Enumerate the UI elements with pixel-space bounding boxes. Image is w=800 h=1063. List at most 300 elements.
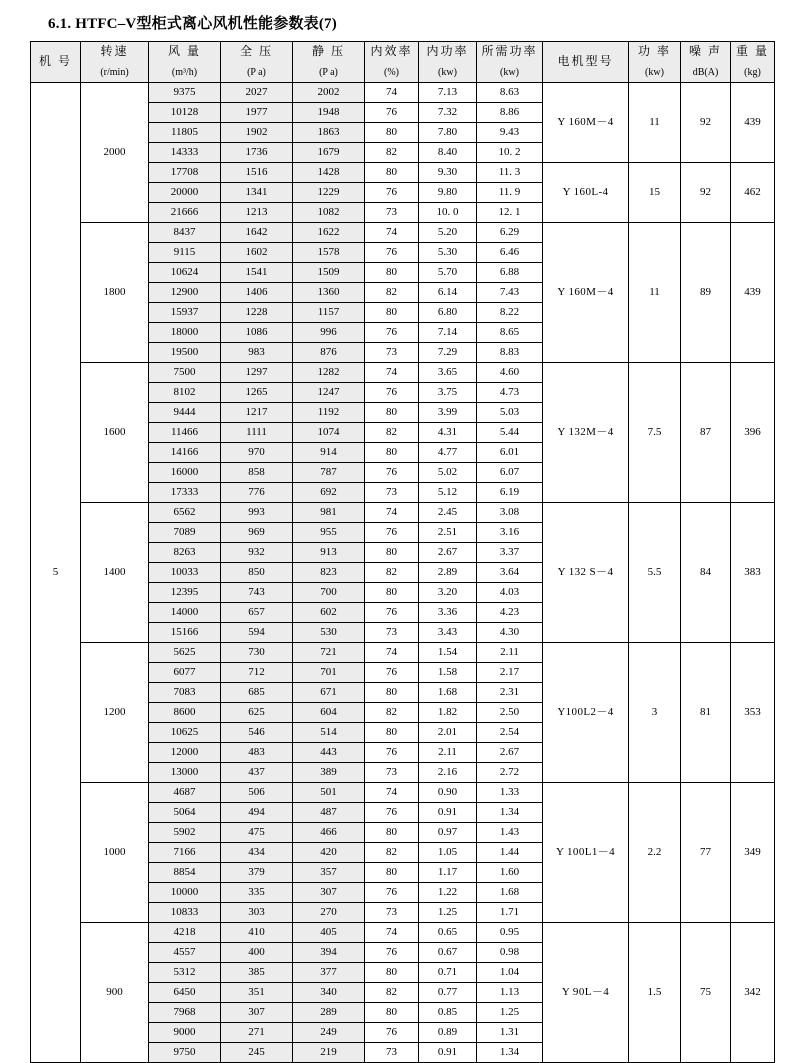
cell-internal-power: 1.17 — [419, 863, 477, 883]
cell-static-pressure: 420 — [293, 843, 365, 863]
cell-static-pressure: 602 — [293, 603, 365, 623]
header-total-pressure — [221, 42, 293, 83]
cell-efficiency: 76 — [365, 323, 419, 343]
cell-flow: 11805 — [149, 123, 221, 143]
cell-flow: 8437 — [149, 223, 221, 243]
cell-internal-power: 8.40 — [419, 143, 477, 163]
cell-total-pressure: 1516 — [221, 163, 293, 183]
cell-efficiency: 80 — [365, 303, 419, 323]
cell-static-pressure: 1247 — [293, 383, 365, 403]
cell-efficiency: 80 — [365, 443, 419, 463]
cell-internal-power: 3.75 — [419, 383, 477, 403]
cell-efficiency: 73 — [365, 343, 419, 363]
cell-flow: 8102 — [149, 383, 221, 403]
cell-flow: 4557 — [149, 943, 221, 963]
cell-static-pressure: 1863 — [293, 123, 365, 143]
cell-total-pressure: 546 — [221, 723, 293, 743]
cell-static-pressure: 1082 — [293, 203, 365, 223]
cell-total-pressure: 594 — [221, 623, 293, 643]
cell-efficiency: 80 — [365, 263, 419, 283]
cell-internal-power: 0.90 — [419, 783, 477, 803]
cell-required-power: 4.23 — [477, 603, 543, 623]
cell-internal-power: 7.29 — [419, 343, 477, 363]
cell-static-pressure: 394 — [293, 943, 365, 963]
cell-required-power: 3.16 — [477, 523, 543, 543]
cell-weight: 349 — [731, 783, 775, 923]
cell-internal-power: 0.91 — [419, 1043, 477, 1063]
cell-total-pressure: 993 — [221, 503, 293, 523]
cell-total-pressure: 969 — [221, 523, 293, 543]
cell-total-pressure: 437 — [221, 763, 293, 783]
cell-efficiency: 73 — [365, 903, 419, 923]
table-row — [31, 363, 775, 383]
cell-static-pressure: 1578 — [293, 243, 365, 263]
cell-efficiency: 76 — [365, 603, 419, 623]
cell-flow: 9115 — [149, 243, 221, 263]
cell-flow: 14333 — [149, 143, 221, 163]
header-flow-label: 风 量 — [167, 44, 201, 58]
cell-static-pressure: 671 — [293, 683, 365, 703]
cell-required-power: 10. 2 — [477, 143, 543, 163]
cell-total-pressure: 712 — [221, 663, 293, 683]
cell-required-power: 1.43 — [477, 823, 543, 843]
cell-required-power: 6.01 — [477, 443, 543, 463]
cell-static-pressure: 823 — [293, 563, 365, 583]
cell-efficiency: 82 — [365, 703, 419, 723]
cell-efficiency: 74 — [365, 783, 419, 803]
cell-internal-power: 0.71 — [419, 963, 477, 983]
table-row — [31, 83, 775, 103]
cell-efficiency: 80 — [365, 963, 419, 983]
cell-total-pressure: 1297 — [221, 363, 293, 383]
table-header-row — [31, 42, 775, 83]
cell-weight: 342 — [731, 923, 775, 1063]
cell-required-power: 8.22 — [477, 303, 543, 323]
cell-flow: 5064 — [149, 803, 221, 823]
cell-static-pressure: 604 — [293, 703, 365, 723]
cell-weight: 396 — [731, 363, 775, 503]
cell-flow: 10000 — [149, 883, 221, 903]
header-noise-label: 噪 声 — [688, 44, 722, 58]
header-total-pressure-label: 全 压 — [239, 44, 273, 58]
header-weight — [731, 42, 775, 83]
cell-total-pressure: 625 — [221, 703, 293, 723]
cell-internal-power: 7.80 — [419, 123, 477, 143]
cell-static-pressure: 1428 — [293, 163, 365, 183]
cell-internal-power: 1.05 — [419, 843, 477, 863]
cell-required-power: 1.04 — [477, 963, 543, 983]
cell-motor-model: Y 90L－4 — [543, 923, 629, 1063]
cell-flow: 4687 — [149, 783, 221, 803]
cell-internal-power: 2.45 — [419, 503, 477, 523]
header-efficiency-unit: (%) — [384, 67, 399, 78]
header-flow-unit: (m³/h) — [171, 67, 198, 78]
cell-efficiency: 76 — [365, 103, 419, 123]
cell-efficiency: 76 — [365, 243, 419, 263]
cell-static-pressure: 405 — [293, 923, 365, 943]
cell-required-power: 2.54 — [477, 723, 543, 743]
cell-efficiency: 74 — [365, 503, 419, 523]
cell-flow: 17333 — [149, 483, 221, 503]
cell-static-pressure: 2002 — [293, 83, 365, 103]
cell-internal-power: 2.67 — [419, 543, 477, 563]
cell-internal-power: 0.89 — [419, 1023, 477, 1043]
cell-flow: 16000 — [149, 463, 221, 483]
cell-static-pressure: 700 — [293, 583, 365, 603]
header-required-power-label: 所需功率 — [481, 44, 538, 58]
cell-efficiency: 80 — [365, 123, 419, 143]
header-noise-unit: dB(A) — [692, 67, 719, 78]
cell-machine-no: 5 — [31, 83, 81, 1063]
cell-static-pressure: 219 — [293, 1043, 365, 1063]
cell-total-pressure: 1086 — [221, 323, 293, 343]
cell-required-power: 1.13 — [477, 983, 543, 1003]
cell-efficiency: 80 — [365, 403, 419, 423]
header-rpm-label: 转速 — [100, 44, 129, 58]
cell-flow: 12395 — [149, 583, 221, 603]
header-machine-no-label: 机 号 — [38, 53, 72, 68]
cell-required-power: 11. 9 — [477, 183, 543, 203]
cell-static-pressure: 721 — [293, 643, 365, 663]
cell-efficiency: 76 — [365, 1023, 419, 1043]
cell-motor-power: 5.5 — [629, 503, 681, 643]
cell-internal-power: 2.11 — [419, 743, 477, 763]
cell-flow: 5312 — [149, 963, 221, 983]
cell-total-pressure: 271 — [221, 1023, 293, 1043]
cell-flow: 10624 — [149, 263, 221, 283]
header-efficiency-label: 内效率 — [370, 44, 413, 58]
cell-efficiency: 74 — [365, 83, 419, 103]
cell-flow: 15166 — [149, 623, 221, 643]
header-motor-model-label: 电机型号 — [557, 53, 614, 68]
header-machine-no — [31, 42, 81, 83]
cell-weight: 439 — [731, 83, 775, 163]
cell-motor-model: Y 160M－4 — [543, 223, 629, 363]
header-required-power-unit: (kw) — [500, 67, 519, 78]
cell-static-pressure: 701 — [293, 663, 365, 683]
cell-motor-model: Y 160M－4 — [543, 83, 629, 163]
cell-efficiency: 73 — [365, 1043, 419, 1063]
cell-flow: 9444 — [149, 403, 221, 423]
cell-internal-power: 6.14 — [419, 283, 477, 303]
header-static-pressure-unit: (P a) — [319, 67, 338, 78]
cell-required-power: 2.11 — [477, 643, 543, 663]
cell-rpm: 1200 — [81, 643, 149, 783]
cell-flow: 6077 — [149, 663, 221, 683]
cell-efficiency: 82 — [365, 143, 419, 163]
cell-total-pressure: 385 — [221, 963, 293, 983]
cell-flow: 8600 — [149, 703, 221, 723]
cell-flow: 7968 — [149, 1003, 221, 1023]
cell-flow: 18000 — [149, 323, 221, 343]
cell-efficiency: 74 — [365, 923, 419, 943]
cell-total-pressure: 475 — [221, 823, 293, 843]
cell-required-power: 8.86 — [477, 103, 543, 123]
header-weight-label: 重 量 — [735, 44, 769, 58]
cell-rpm: 900 — [81, 923, 149, 1063]
cell-required-power: 1.68 — [477, 883, 543, 903]
cell-efficiency: 73 — [365, 203, 419, 223]
cell-total-pressure: 1642 — [221, 223, 293, 243]
cell-rpm: 1000 — [81, 783, 149, 923]
cell-static-pressure: 1679 — [293, 143, 365, 163]
cell-internal-power: 5.20 — [419, 223, 477, 243]
cell-static-pressure: 787 — [293, 463, 365, 483]
cell-total-pressure: 506 — [221, 783, 293, 803]
cell-total-pressure: 245 — [221, 1043, 293, 1063]
table-row — [31, 783, 775, 803]
cell-weight: 439 — [731, 223, 775, 363]
cell-static-pressure: 514 — [293, 723, 365, 743]
cell-motor-power: 11 — [629, 223, 681, 363]
cell-static-pressure: 249 — [293, 1023, 365, 1043]
cell-total-pressure: 1111 — [221, 423, 293, 443]
cell-internal-power: 6.80 — [419, 303, 477, 323]
cell-required-power: 4.60 — [477, 363, 543, 383]
cell-efficiency: 76 — [365, 463, 419, 483]
cell-flow: 10833 — [149, 903, 221, 923]
cell-flow: 6562 — [149, 503, 221, 523]
cell-static-pressure: 1229 — [293, 183, 365, 203]
cell-internal-power: 3.99 — [419, 403, 477, 423]
cell-motor-model: Y 100L1－4 — [543, 783, 629, 923]
cell-static-pressure: 443 — [293, 743, 365, 763]
cell-required-power: 5.44 — [477, 423, 543, 443]
cell-rpm: 1600 — [81, 363, 149, 503]
cell-internal-power: 7.13 — [419, 83, 477, 103]
cell-flow: 9750 — [149, 1043, 221, 1063]
cell-required-power: 8.63 — [477, 83, 543, 103]
cell-efficiency: 80 — [365, 723, 419, 743]
cell-required-power: 4.30 — [477, 623, 543, 643]
cell-static-pressure: 487 — [293, 803, 365, 823]
cell-efficiency: 80 — [365, 583, 419, 603]
cell-static-pressure: 389 — [293, 763, 365, 783]
cell-static-pressure: 1074 — [293, 423, 365, 443]
header-rpm-unit: (r/min) — [100, 67, 129, 78]
cell-total-pressure: 307 — [221, 1003, 293, 1023]
cell-motor-model: Y 132M－4 — [543, 363, 629, 503]
cell-motor-power: 15 — [629, 163, 681, 223]
cell-required-power: 1.60 — [477, 863, 543, 883]
cell-static-pressure: 996 — [293, 323, 365, 343]
cell-total-pressure: 1406 — [221, 283, 293, 303]
cell-efficiency: 80 — [365, 683, 419, 703]
header-efficiency — [365, 42, 419, 83]
cell-efficiency: 80 — [365, 543, 419, 563]
cell-total-pressure: 351 — [221, 983, 293, 1003]
cell-total-pressure: 2027 — [221, 83, 293, 103]
cell-required-power: 6.88 — [477, 263, 543, 283]
cell-efficiency: 80 — [365, 863, 419, 883]
cell-motor-model: Y100L2－4 — [543, 643, 629, 783]
cell-static-pressure: 1509 — [293, 263, 365, 283]
cell-required-power: 8.83 — [477, 343, 543, 363]
cell-flow: 14166 — [149, 443, 221, 463]
header-internal-power-unit: (kw) — [438, 67, 457, 78]
cell-required-power: 9.43 — [477, 123, 543, 143]
cell-flow: 10033 — [149, 563, 221, 583]
cell-rpm: 1400 — [81, 503, 149, 643]
cell-efficiency: 76 — [365, 383, 419, 403]
cell-efficiency: 80 — [365, 163, 419, 183]
cell-static-pressure: 981 — [293, 503, 365, 523]
cell-required-power: 3.08 — [477, 503, 543, 523]
cell-noise: 92 — [681, 163, 731, 223]
cell-motor-power: 3 — [629, 643, 681, 783]
cell-motor-model: Y 132 S－4 — [543, 503, 629, 643]
cell-efficiency: 80 — [365, 823, 419, 843]
cell-required-power: 7.43 — [477, 283, 543, 303]
cell-internal-power: 10. 0 — [419, 203, 477, 223]
cell-total-pressure: 1541 — [221, 263, 293, 283]
cell-flow: 21666 — [149, 203, 221, 223]
page-title: 6.1. HTFC–V型柜式离心风机性能参数表(7) — [48, 16, 337, 32]
cell-motor-power: 1.5 — [629, 923, 681, 1063]
cell-static-pressure: 530 — [293, 623, 365, 643]
cell-static-pressure: 1157 — [293, 303, 365, 323]
cell-internal-power: 2.16 — [419, 763, 477, 783]
cell-static-pressure: 914 — [293, 443, 365, 463]
cell-total-pressure: 1341 — [221, 183, 293, 203]
cell-static-pressure: 876 — [293, 343, 365, 363]
cell-static-pressure: 1192 — [293, 403, 365, 423]
cell-required-power: 4.73 — [477, 383, 543, 403]
table-row — [31, 643, 775, 663]
cell-efficiency: 74 — [365, 223, 419, 243]
cell-static-pressure: 289 — [293, 1003, 365, 1023]
cell-flow: 10625 — [149, 723, 221, 743]
cell-total-pressure: 657 — [221, 603, 293, 623]
cell-static-pressure: 377 — [293, 963, 365, 983]
cell-efficiency: 82 — [365, 563, 419, 583]
table-header — [31, 42, 775, 83]
cell-flow: 10128 — [149, 103, 221, 123]
cell-internal-power: 0.97 — [419, 823, 477, 843]
cell-efficiency: 76 — [365, 883, 419, 903]
cell-flow: 5902 — [149, 823, 221, 843]
cell-total-pressure: 335 — [221, 883, 293, 903]
header-weight-unit: (kg) — [744, 67, 761, 78]
cell-flow: 11466 — [149, 423, 221, 443]
cell-rpm: 1800 — [81, 223, 149, 363]
cell-static-pressure: 1622 — [293, 223, 365, 243]
cell-internal-power: 2.89 — [419, 563, 477, 583]
cell-rpm: 2000 — [81, 83, 149, 223]
cell-required-power: 4.03 — [477, 583, 543, 603]
cell-total-pressure: 379 — [221, 863, 293, 883]
cell-static-pressure: 340 — [293, 983, 365, 1003]
cell-motor-power: 2.2 — [629, 783, 681, 923]
cell-internal-power: 3.43 — [419, 623, 477, 643]
cell-internal-power: 9.30 — [419, 163, 477, 183]
cell-static-pressure: 1282 — [293, 363, 365, 383]
cell-total-pressure: 1213 — [221, 203, 293, 223]
cell-flow: 7500 — [149, 363, 221, 383]
header-rpm — [81, 42, 149, 83]
cell-required-power: 2.67 — [477, 743, 543, 763]
cell-internal-power: 1.82 — [419, 703, 477, 723]
cell-flow: 14000 — [149, 603, 221, 623]
cell-noise: 89 — [681, 223, 731, 363]
header-static-pressure — [293, 42, 365, 83]
cell-internal-power: 0.77 — [419, 983, 477, 1003]
cell-required-power: 1.34 — [477, 1043, 543, 1063]
cell-total-pressure: 1602 — [221, 243, 293, 263]
header-total-pressure-unit: (P a) — [247, 67, 266, 78]
cell-motor-power: 7.5 — [629, 363, 681, 503]
cell-internal-power: 4.31 — [419, 423, 477, 443]
cell-internal-power: 0.65 — [419, 923, 477, 943]
header-motor-model — [543, 42, 629, 83]
cell-internal-power: 4.77 — [419, 443, 477, 463]
cell-flow: 19500 — [149, 343, 221, 363]
cell-total-pressure: 858 — [221, 463, 293, 483]
cell-efficiency: 73 — [365, 623, 419, 643]
performance-parameter-table — [30, 41, 775, 1063]
cell-total-pressure: 685 — [221, 683, 293, 703]
cell-efficiency: 73 — [365, 763, 419, 783]
cell-required-power: 2.50 — [477, 703, 543, 723]
cell-required-power: 1.34 — [477, 803, 543, 823]
cell-static-pressure: 913 — [293, 543, 365, 563]
cell-flow: 13000 — [149, 763, 221, 783]
cell-required-power: 0.95 — [477, 923, 543, 943]
cell-efficiency: 76 — [365, 743, 419, 763]
cell-static-pressure: 270 — [293, 903, 365, 923]
cell-internal-power: 5.12 — [419, 483, 477, 503]
cell-total-pressure: 850 — [221, 563, 293, 583]
cell-flow: 20000 — [149, 183, 221, 203]
cell-noise: 84 — [681, 503, 731, 643]
cell-internal-power: 3.65 — [419, 363, 477, 383]
cell-required-power: 6.07 — [477, 463, 543, 483]
cell-efficiency: 82 — [365, 843, 419, 863]
cell-required-power: 11. 3 — [477, 163, 543, 183]
header-static-pressure-label: 静 压 — [311, 44, 345, 58]
header-motor-power — [629, 42, 681, 83]
cell-total-pressure: 1902 — [221, 123, 293, 143]
cell-flow: 12000 — [149, 743, 221, 763]
cell-required-power: 6.19 — [477, 483, 543, 503]
cell-total-pressure: 1217 — [221, 403, 293, 423]
cell-required-power: 8.65 — [477, 323, 543, 343]
cell-required-power: 6.46 — [477, 243, 543, 263]
cell-internal-power: 1.68 — [419, 683, 477, 703]
cell-motor-power: 11 — [629, 83, 681, 163]
cell-internal-power: 1.25 — [419, 903, 477, 923]
cell-internal-power: 3.36 — [419, 603, 477, 623]
cell-flow: 12900 — [149, 283, 221, 303]
cell-flow: 17708 — [149, 163, 221, 183]
cell-static-pressure: 1360 — [293, 283, 365, 303]
cell-total-pressure: 303 — [221, 903, 293, 923]
header-noise — [681, 42, 731, 83]
cell-required-power: 12. 1 — [477, 203, 543, 223]
cell-total-pressure: 483 — [221, 743, 293, 763]
cell-required-power: 3.64 — [477, 563, 543, 583]
cell-static-pressure: 466 — [293, 823, 365, 843]
cell-total-pressure: 1977 — [221, 103, 293, 123]
cell-required-power: 1.25 — [477, 1003, 543, 1023]
cell-internal-power: 1.54 — [419, 643, 477, 663]
cell-required-power: 1.71 — [477, 903, 543, 923]
cell-total-pressure: 400 — [221, 943, 293, 963]
cell-internal-power: 2.01 — [419, 723, 477, 743]
table-row — [31, 923, 775, 943]
cell-flow: 15937 — [149, 303, 221, 323]
cell-internal-power: 7.14 — [419, 323, 477, 343]
